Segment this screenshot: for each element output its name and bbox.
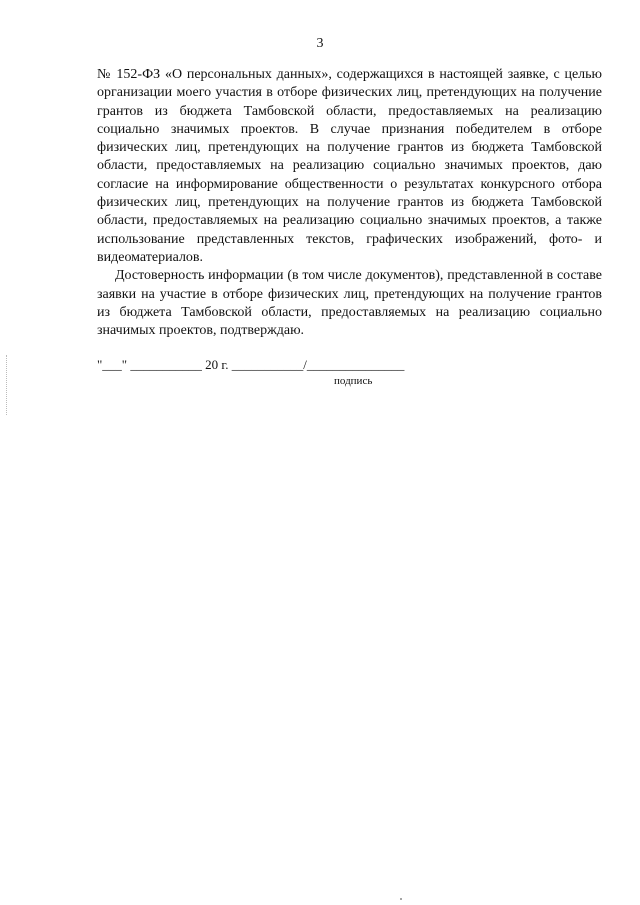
signature-caption: подпись — [334, 375, 373, 387]
scan-margin-mark — [6, 355, 8, 415]
document-body — [97, 66, 602, 340]
scan-speck — [400, 898, 402, 900]
confirmation-paragraph: Достоверность информации (в том числе документов), представленной в составе заявки на участие в отборе физических лиц, претендующих на получение грантов из бюджета Тамбовской области, предоставляемых на реализацию социально значимых проектов, подтверждаю. — [97, 268, 602, 339]
page-number: 3 — [316, 36, 324, 51]
consent-paragraph: № 152-ФЗ «О персональных данных», содержащихся в настоящей заявке, с целью организации моего участия в отборе физических лиц, претендующих на получение грантов из бюджета Тамбовской области, предоставляемых на реализацию социально значимых проектов. В случае признания победителем в отборе физических лиц, претендующих на получение грантов из бюджета Тамбовской области, предоставляемых на реализацию социально значимых проектов, даю согласие на информирование общественности о результатах конкурсного отбора физических лиц, претендующих на получение грантов из бюджета Тамбовской области, предоставляемых на реализацию социально значимых проектов, а также использование представленных текстов, графических изображений, фото- и видеоматериалов. — [97, 67, 602, 265]
date-signature-line: "___" ___________ 20 г. ___________/_______________ — [97, 357, 405, 372]
